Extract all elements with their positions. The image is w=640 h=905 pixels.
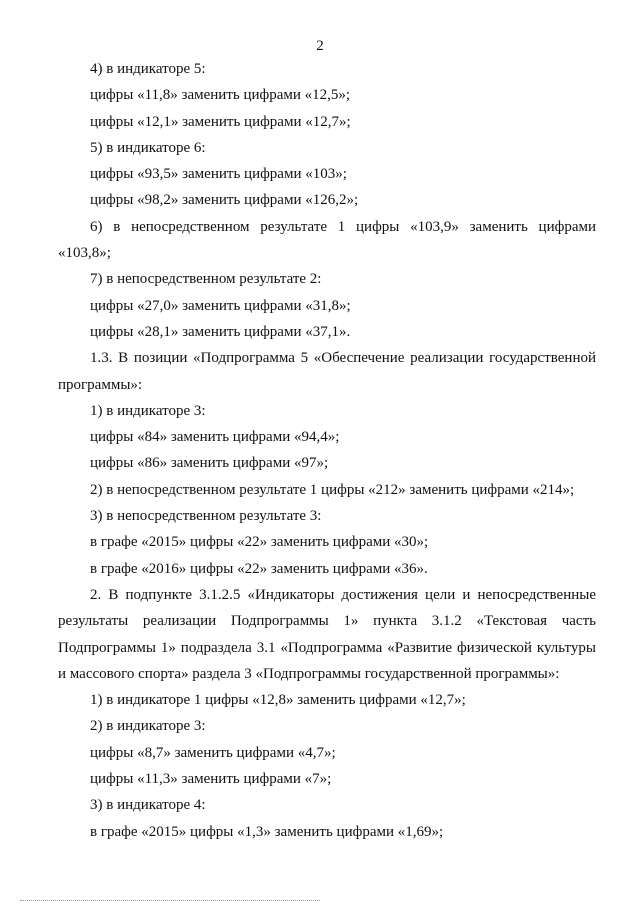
paragraph: цифры «86» заменить цифрами «97»; <box>90 455 329 472</box>
paragraph: в графе «2016» цифры «22» заменить цифрами «36». <box>90 560 428 577</box>
paragraph: цифры «8,7» заменить цифрами «4,7»; <box>90 744 336 761</box>
paragraph: цифры «12,1» заменить цифрами «12,7»; <box>90 113 351 130</box>
footer-rule <box>20 900 320 901</box>
paragraph: цифры «84» заменить цифрами «94,4»; <box>90 429 340 446</box>
paragraph: цифры «98,2» заменить цифрами «126,2»; <box>90 192 359 209</box>
paragraph: 3) в непосредственном результате 3: <box>90 508 322 525</box>
paragraph: 2. В подпункте 3.1.2.5 «Индикаторы достижения цели и непосредственные результаты реализации Подпрограммы 1» пункта 3.1.2 «Текстовая часть Подпрограммы 1» подраздела 3.1 «Подпрограмма «Развитие физической культуры и массового спорта» раздела 3 «Подпрограммы государственной программы»: <box>58 586 596 682</box>
paragraph: 2) в индикаторе 3: <box>90 718 206 735</box>
paragraph: 3) в индикаторе 4: <box>90 797 206 814</box>
paragraph: 1) в индикаторе 3: <box>90 402 206 419</box>
paragraph: в графе «2015» цифры «22» заменить цифрами «30»; <box>90 534 429 551</box>
paragraph: 7) в непосредственном результате 2: <box>90 271 322 288</box>
paragraph: цифры «11,3» заменить цифрами «7»; <box>90 771 332 788</box>
paragraph: 6) в непосредственном результате 1 цифры «103,9» заменить цифрами «103,8»; <box>58 218 596 262</box>
paragraph: цифры «28,1» заменить цифрами «37,1». <box>90 323 351 340</box>
paragraph: цифры «27,0» заменить цифрами «31,8»; <box>90 297 351 314</box>
paragraph: 5) в индикаторе 6: <box>90 139 206 156</box>
page-number: 2 <box>316 38 324 54</box>
paragraph: 1.3. В позиции «Подпрограмма 5 «Обеспечение реализации государственной программы»: <box>58 350 596 393</box>
paragraph: 2) в непосредственном результате 1 цифры «212» заменить цифрами «214»; <box>90 481 575 498</box>
paragraph: 4) в индикаторе 5: <box>90 61 206 77</box>
document-body <box>58 56 596 845</box>
paragraph: цифры «93,5» заменить цифрами «103»; <box>90 166 347 183</box>
paragraph: 1) в индикаторе 1 цифры «12,8» заменить цифрами «12,7»; <box>90 692 466 709</box>
paragraph: в графе «2015» цифры «1,3» заменить цифрами «1,69»; <box>90 823 444 840</box>
paragraph: цифры «11,8» заменить цифрами «12,5»; <box>90 87 351 104</box>
